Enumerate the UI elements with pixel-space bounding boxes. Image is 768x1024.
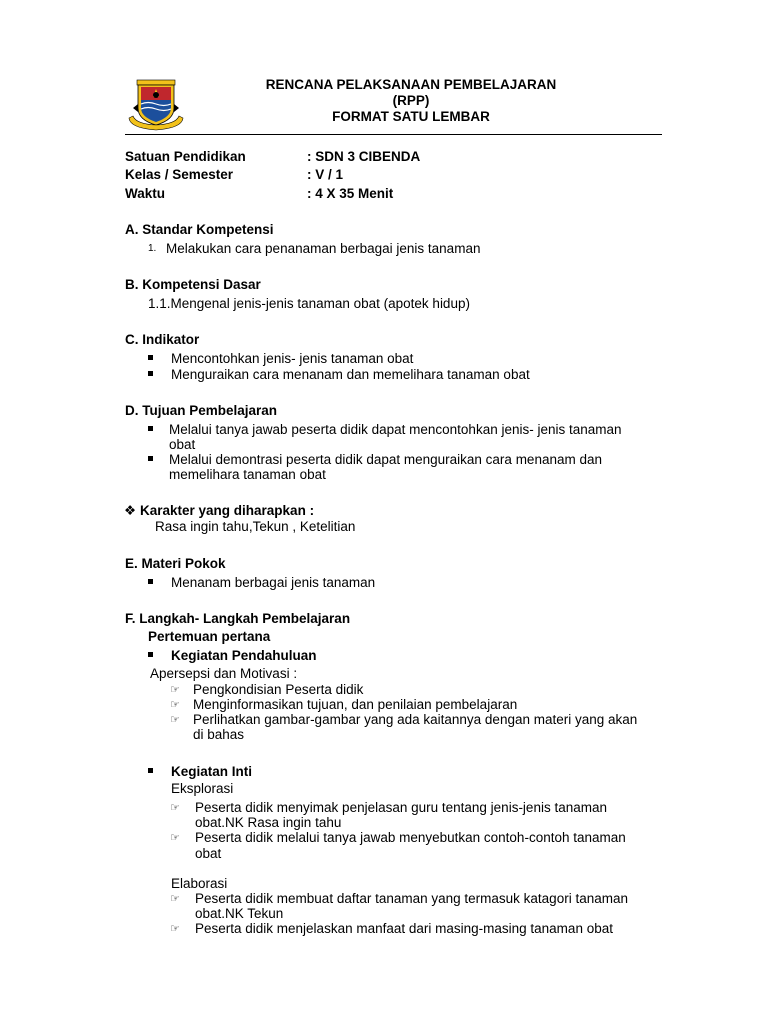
section-f-subtitle: Pertemuan pertana (148, 629, 271, 644)
karakter-text: Rasa ingin tahu,Tekun , Ketelitian (155, 519, 356, 534)
section-a-number: 1. (148, 243, 157, 254)
pointing-hand-icon: ☞ (170, 801, 180, 814)
unit-value: : SDN 3 CIBENDA (307, 149, 421, 164)
inti-title: Kegiatan Inti (171, 764, 253, 779)
bullet-square (148, 579, 153, 584)
bullet-square (148, 371, 153, 376)
class-value: : V / 1 (307, 167, 344, 182)
section-e-title: E. Materi Pokok (125, 556, 226, 571)
pointing-hand-icon: ☞ (170, 698, 180, 711)
header-divider (125, 134, 662, 135)
section-b-item: 1.1.Mengenal jenis-jenis tanaman obat (apotek hidup) (148, 296, 470, 311)
pointing-hand-icon: ☞ (170, 713, 180, 726)
pendahuluan-item-1: Pengkondisian Peserta didik (193, 682, 364, 697)
section-f-title: F. Langkah- Langkah Pembelajaran (125, 611, 351, 626)
bandung-regency-emblem (126, 78, 186, 132)
section-d-item-1-line-2: obat (169, 437, 196, 452)
eksplorasi-item-1-line-2: obat.NK Rasa ingin tahu (195, 815, 342, 830)
unit-label: Satuan Pendidikan (125, 149, 246, 164)
bullet-square (148, 456, 153, 461)
bullet-square (148, 426, 153, 431)
eksplorasi-item-2-line-1: Peserta didik melalui tanya jawab menyebutkan contoh-contoh tanaman (195, 830, 626, 845)
diamond-bullet-icon: ❖ (124, 503, 137, 518)
pointing-hand-icon: ☞ (170, 831, 180, 844)
section-c-title: C. Indikator (125, 332, 200, 347)
time-value: : 4 X 35 Menit (307, 186, 394, 201)
pointing-hand-icon: ☞ (170, 892, 180, 905)
elaborasi-item-1-line-1: Peserta didik membuat daftar tanaman yang termasuk katagori tanaman (195, 891, 628, 906)
bullet-square (148, 355, 153, 360)
page-subtitle-rpp: (RPP) (392, 93, 430, 108)
class-label: Kelas / Semester (125, 167, 234, 182)
pendahuluan-item-2: Menginformasikan tujuan, dan penilaian pembelajaran (193, 697, 518, 712)
section-e-item: Menanam berbagai jenis tanaman (171, 575, 376, 590)
section-d-item-2-line-1: Melalui demontrasi peserta didik dapat menguraikan cara menanam dan (169, 452, 602, 467)
pointing-hand-icon: ☞ (170, 683, 180, 696)
pendahuluan-item-3-line-1: Perlihatkan gambar-gambar yang ada kaitannya dengan materi yang akan (193, 712, 638, 727)
section-b-title: B. Kompetensi Dasar (125, 277, 261, 292)
section-c-item-1: Mencontohkan jenis- jenis tanaman obat (171, 351, 414, 366)
eksplorasi-item-2-line-2: obat (195, 846, 222, 861)
elaborasi-label: Elaborasi (171, 876, 228, 891)
section-d-item-2-line-2: memelihara tanaman obat (169, 467, 326, 482)
eksplorasi-label: Eksplorasi (171, 781, 234, 796)
section-a-item: Melakukan cara penanaman berbagai jenis tanaman (166, 241, 481, 256)
karakter-title: Karakter yang diharapkan : (140, 503, 315, 518)
section-d-title: D. Tujuan Pembelajaran (125, 403, 278, 418)
time-label: Waktu (125, 186, 165, 201)
pendahuluan-title: Kegiatan Pendahuluan (171, 648, 317, 663)
section-a-title: A. Standar Kompetensi (125, 222, 274, 237)
page-title: RENCANA PELAKSANAAN PEMBELAJARAN (265, 77, 557, 92)
pointing-hand-icon: ☞ (170, 922, 180, 935)
page-subtitle-format: FORMAT SATU LEMBAR (332, 109, 490, 124)
bullet-square (148, 768, 153, 773)
bullet-square (148, 652, 153, 657)
section-c-item-2: Menguraikan cara menanam dan memelihara tanaman obat (171, 367, 530, 382)
apersepsi-label: Apersepsi dan Motivasi : (150, 666, 298, 681)
pendahuluan-item-3-line-2: di bahas (193, 727, 245, 742)
elaborasi-item-1-line-2: obat.NK Tekun (195, 906, 284, 921)
eksplorasi-item-1-line-1: Peserta didik menyimak penjelasan guru tentang jenis-jenis tanaman (195, 800, 607, 815)
elaborasi-item-2: Peserta didik menjelaskan manfaat dari masing-masing tanaman obat (195, 921, 613, 936)
section-d-item-1-line-1: Melalui tanya jawab peserta didik dapat mencontohkan jenis- jenis tanaman (169, 422, 622, 437)
